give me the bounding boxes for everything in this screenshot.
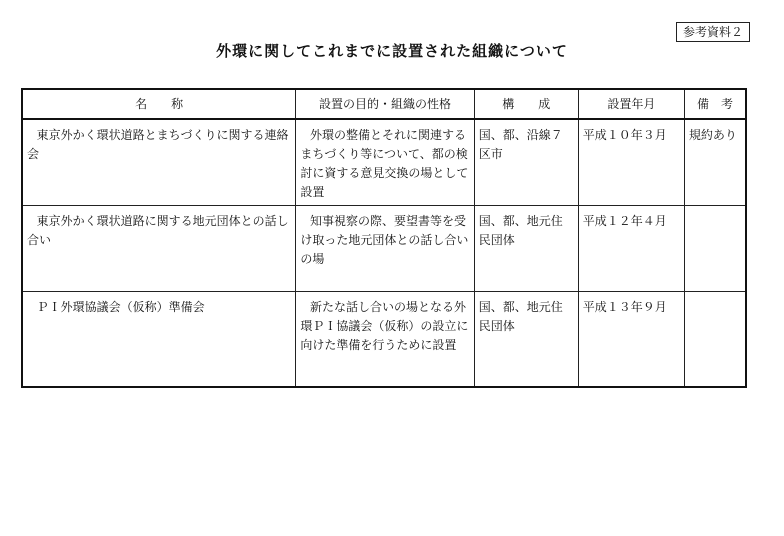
reference-label: 参考資料２ [676,22,750,42]
table-row [22,292,746,388]
cell-notes [684,206,746,292]
cell-notes [684,292,746,388]
cell-name: 東京外かく環状道路に関する地元団体との話し合い [22,206,296,292]
header-name: 名 称 [22,89,296,119]
cell-members: 国、都、沿線７区市 [474,119,578,206]
cell-established: 平成１３年９月 [578,292,684,388]
cell-established: 平成１２年４月 [578,206,684,292]
header-notes: 備 考 [684,89,746,119]
header-established: 設置年月 [578,89,684,119]
table-row [22,119,746,206]
cell-name: 東京外かく環状道路とまちづくりに関する連絡会 [22,119,296,206]
header-members: 構 成 [474,89,578,119]
table-header-row [22,89,746,119]
cell-notes: 規約あり [684,119,746,206]
cell-purpose: 知事視察の際、要望書等を受け取った地元団体との話し合いの場 [296,206,474,292]
cell-purpose: 外環の整備とそれに関連するまちづくり等について、都の検討に資する意見交換の場として設置 [296,119,474,206]
organizations-table [21,88,747,388]
cell-members: 国、都、地元住民団体 [474,206,578,292]
page-title: 外環に関してこれまでに設置された組織について [216,42,568,60]
cell-purpose: 新たな話し合いの場となる外環ＰＩ協議会（仮称）の設立に向けた準備を行うために設置 [296,292,474,388]
cell-members: 国、都、地元住民団体 [474,292,578,388]
cell-established: 平成１０年３月 [578,119,684,206]
cell-name: ＰＩ外環協議会（仮称）準備会 [22,292,296,388]
header-purpose: 設置の目的・組織の性格 [296,89,474,119]
table-row [22,206,746,292]
